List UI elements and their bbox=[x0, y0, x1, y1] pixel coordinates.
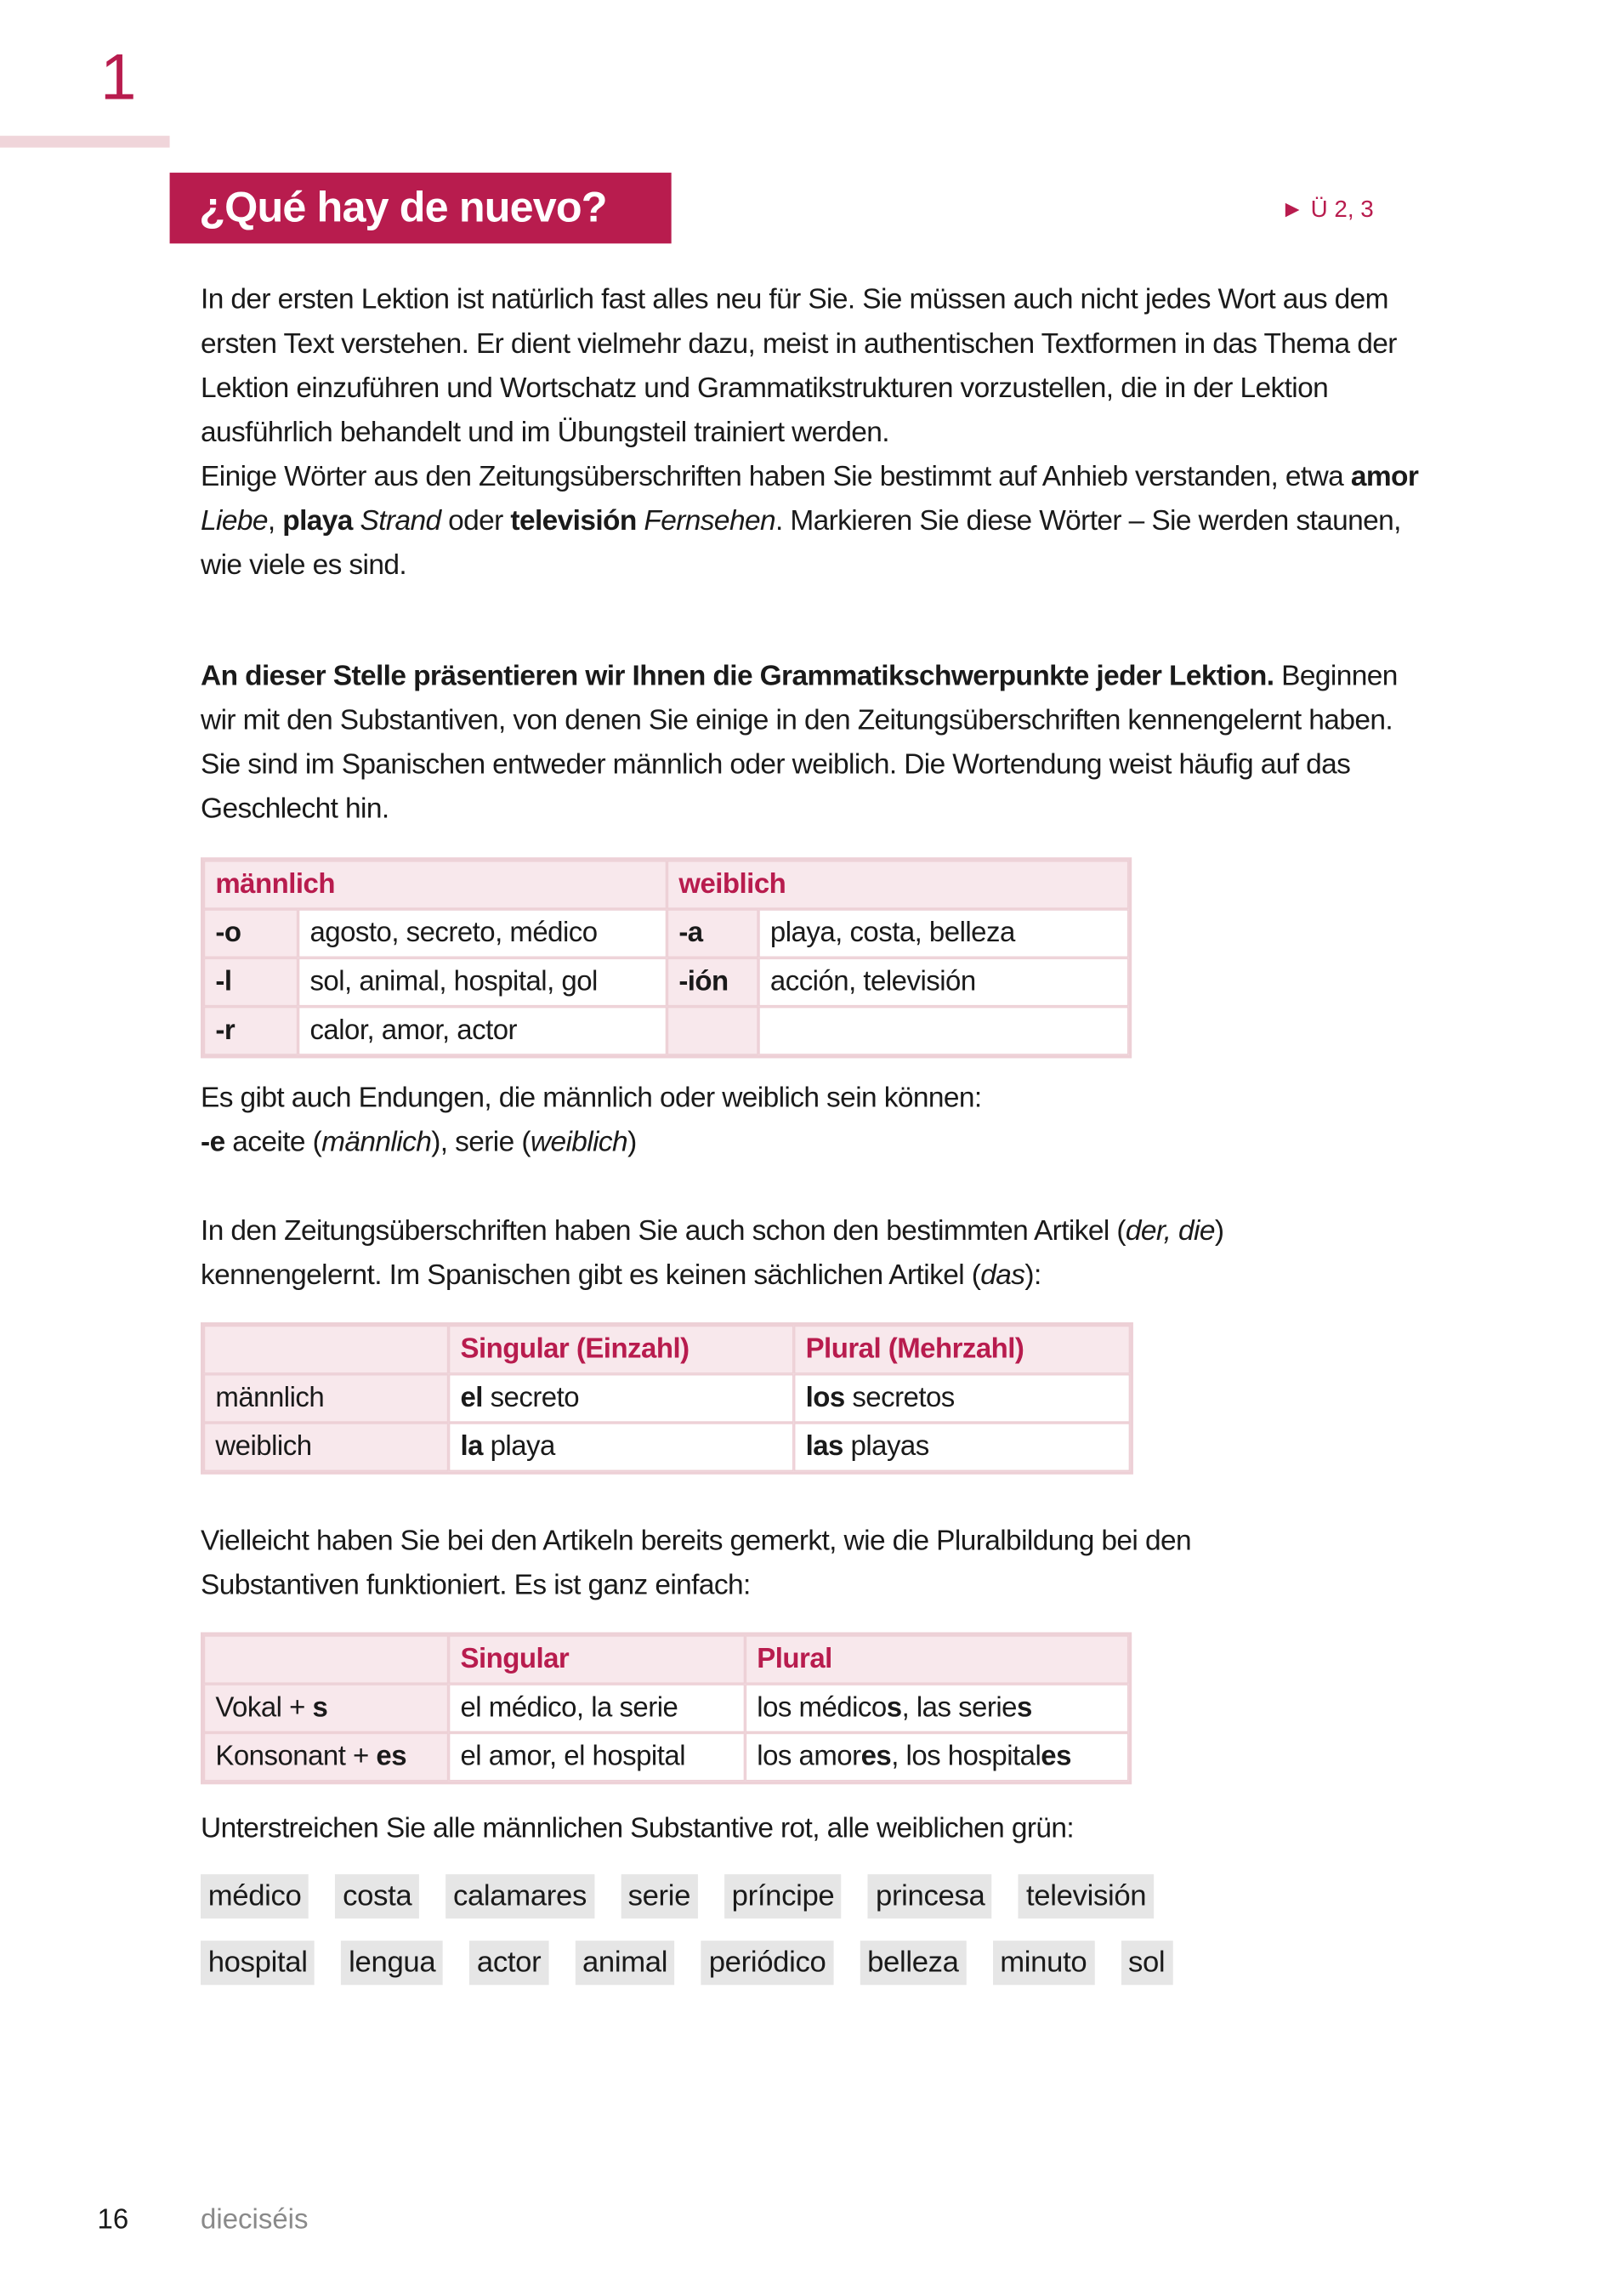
word-row-2 bbox=[201, 1941, 1172, 1985]
noun: playa bbox=[482, 1430, 555, 1463]
article: los bbox=[805, 1382, 845, 1413]
ambiguous-endings bbox=[201, 1077, 1425, 1166]
german-article: das bbox=[980, 1260, 1025, 1292]
word-chip[interactable]: lengua bbox=[341, 1941, 443, 1985]
suffix: es bbox=[376, 1741, 407, 1772]
header-singular: Singular (Einzahl) bbox=[449, 1325, 794, 1373]
suffix: s bbox=[312, 1691, 328, 1724]
table-row bbox=[203, 1374, 1130, 1423]
word: amor bbox=[1350, 462, 1419, 493]
examples: agosto, secreto, médico bbox=[298, 909, 667, 958]
ending: -l bbox=[203, 958, 298, 1006]
word-chip[interactable]: belleza bbox=[860, 1941, 966, 1985]
article: las bbox=[805, 1430, 843, 1463]
table-row bbox=[203, 909, 1128, 958]
word-row-1 bbox=[201, 1874, 1154, 1918]
singular-cell bbox=[449, 1374, 794, 1423]
table-row bbox=[203, 1007, 1128, 1055]
table-row bbox=[203, 1732, 1128, 1781]
word-chip[interactable]: costa bbox=[335, 1874, 419, 1918]
header-plural: Plural bbox=[745, 1635, 1128, 1684]
plural-cell bbox=[794, 1374, 1131, 1423]
text: Es gibt auch Endungen, die männlich oder weiblich sein können: bbox=[201, 1083, 982, 1115]
word-chip[interactable]: periódico bbox=[701, 1941, 833, 1985]
singular-cell: el amor, el hospital bbox=[449, 1732, 746, 1781]
translation: Strand bbox=[360, 506, 441, 537]
article-intro bbox=[201, 1210, 1352, 1299]
examples: calor, amor, actor bbox=[298, 1007, 667, 1055]
translation: Liebe bbox=[201, 506, 268, 537]
singular-cell bbox=[449, 1423, 794, 1471]
text: Einige Wörter aus den Zeitungsüberschriften haben Sie bestimmt auf Anhieb verstanden, etwa bbox=[201, 462, 1351, 493]
gender-table bbox=[201, 857, 1132, 1058]
page-number: 16 bbox=[97, 2204, 129, 2236]
suffix: es bbox=[860, 1741, 892, 1772]
noun: los médico bbox=[757, 1691, 887, 1724]
text: In den Zeitungsüberschriften haben Sie auch schon den bestimmten Artikel ( bbox=[201, 1216, 1126, 1247]
plural-intro: Vielleicht haben Sie bei den Artikeln bereits gemerkt, wie die Pluralbildung bei den Substantiven funktioniert. Es ist ganz einfach: bbox=[201, 1526, 1191, 1602]
rule-cell bbox=[203, 1732, 448, 1781]
suffix: es bbox=[1041, 1741, 1071, 1772]
header-feminine: weiblich bbox=[667, 861, 1128, 909]
word-chip[interactable]: serie bbox=[621, 1874, 698, 1918]
suffix: s bbox=[1016, 1691, 1032, 1724]
header-plural: Plural (Mehrzahl) bbox=[794, 1325, 1131, 1373]
ending: -o bbox=[203, 909, 298, 958]
text: Beginnen wir mit den Substantiven, von denen Sie einige in den Zeitungsüberschriften kennengelernt haben. Sie sind im Spanischen entweder männlich oder weiblich. Die Wortendung weist häufig auf das Geschlecht hin. bbox=[201, 661, 1398, 826]
word-chip[interactable]: princesa bbox=[868, 1874, 992, 1918]
word-chip[interactable]: príncipe bbox=[724, 1874, 842, 1918]
header-blank bbox=[203, 1635, 448, 1684]
intro-paragraph bbox=[201, 279, 1425, 588]
ending: -ión bbox=[667, 958, 758, 1006]
noun: playas bbox=[843, 1430, 929, 1463]
empty-cell bbox=[667, 1007, 758, 1055]
singular-cell: el médico, la serie bbox=[449, 1684, 746, 1732]
word: playa bbox=[282, 506, 353, 537]
exercise-reference[interactable]: ► Ü 2, 3 bbox=[1280, 197, 1374, 224]
text: ) kennengelernt. Im Spanischen gibt es keinen sächlichen Artikel ( bbox=[201, 1216, 1224, 1292]
text: aceite ( bbox=[224, 1127, 322, 1159]
header-blank bbox=[203, 1325, 448, 1373]
rule-cell bbox=[203, 1684, 448, 1732]
noun: , los hospital bbox=[891, 1741, 1041, 1772]
examples: playa, costa, belleza bbox=[758, 909, 1129, 958]
word-chip[interactable]: televisión bbox=[1019, 1874, 1154, 1918]
word-chip[interactable]: actor bbox=[469, 1941, 548, 1985]
table-row bbox=[203, 1684, 1128, 1732]
article-table bbox=[201, 1322, 1133, 1475]
text: , bbox=[267, 506, 283, 537]
noun: , las serie bbox=[901, 1691, 1017, 1724]
grammar-intro bbox=[201, 656, 1425, 833]
gender: weiblich bbox=[530, 1127, 628, 1159]
word-chip[interactable]: sol bbox=[1121, 1941, 1172, 1985]
rule: Vokal + bbox=[215, 1691, 313, 1724]
noun: los amor bbox=[757, 1741, 861, 1772]
ending: -e bbox=[201, 1127, 225, 1159]
noun: secreto bbox=[482, 1382, 580, 1413]
header-masculine: männlich bbox=[203, 861, 667, 909]
text: ) bbox=[627, 1127, 637, 1159]
gender-label: männlich bbox=[203, 1374, 448, 1423]
word-chip[interactable]: hospital bbox=[201, 1941, 315, 1985]
rule: Konsonant + bbox=[215, 1741, 377, 1772]
header-singular: Singular bbox=[449, 1635, 746, 1684]
page-number-word: dieciséis bbox=[201, 2204, 309, 2236]
word-chip[interactable]: animal bbox=[575, 1941, 675, 1985]
plural-cell bbox=[745, 1684, 1128, 1732]
chapter-number: 1 bbox=[100, 41, 137, 114]
word-chip[interactable]: médico bbox=[201, 1874, 309, 1918]
article: el bbox=[460, 1382, 483, 1413]
examples: acción, televisión bbox=[758, 958, 1129, 1006]
plural-cell bbox=[794, 1423, 1131, 1471]
article: la bbox=[460, 1430, 483, 1463]
examples: sol, animal, hospital, gol bbox=[298, 958, 667, 1006]
grammar-lead: An dieser Stelle präsentieren wir Ihnen die Grammatikschwerpunkte jeder Lektion. bbox=[201, 661, 1274, 692]
suffix: s bbox=[886, 1691, 902, 1724]
gender: männlich bbox=[321, 1127, 432, 1159]
plural-cell bbox=[745, 1732, 1128, 1781]
word: televisión bbox=[510, 506, 637, 537]
german-article: der, die bbox=[1125, 1216, 1215, 1247]
ending: -a bbox=[667, 909, 758, 958]
translation: Fernsehen bbox=[644, 506, 775, 537]
table-row bbox=[203, 958, 1128, 1006]
section-title: ¿Qué hay de nuevo? bbox=[170, 173, 672, 243]
ending: -r bbox=[203, 1007, 298, 1055]
gender-label: weiblich bbox=[203, 1423, 448, 1471]
exercise-instruction: Unterstreichen Sie alle männlichen Substantive rot, alle weiblichen grün: bbox=[201, 1813, 1075, 1845]
word-chip[interactable]: minuto bbox=[993, 1941, 1094, 1985]
table-row bbox=[203, 1423, 1130, 1471]
empty-cell bbox=[758, 1007, 1129, 1055]
word-chip[interactable]: calamares bbox=[445, 1874, 593, 1918]
intro-text: In der ersten Lektion ist natürlich fast alles neu für Sie. Sie müssen auch nicht jedes Wort aus dem ersten Text verstehen. Er dient vielmehr dazu, meist in authentischen Textformen in das Thema der Lektion einzuführen und Wortschatz und Grammatikstrukturen vorzustellen, die in der Lektion ausführlich behandelt und im Übungsteil trainiert werden. bbox=[201, 284, 1397, 449]
text: ): bbox=[1024, 1260, 1041, 1292]
noun: secretos bbox=[844, 1382, 955, 1413]
plural-table bbox=[201, 1632, 1132, 1784]
text: . Markieren Sie diese Wörter – Sie werden staunen, wie viele es sind. bbox=[201, 506, 1401, 582]
chapter-marker-bar bbox=[0, 136, 170, 148]
text: oder bbox=[440, 506, 511, 537]
text: ), serie ( bbox=[431, 1127, 531, 1159]
